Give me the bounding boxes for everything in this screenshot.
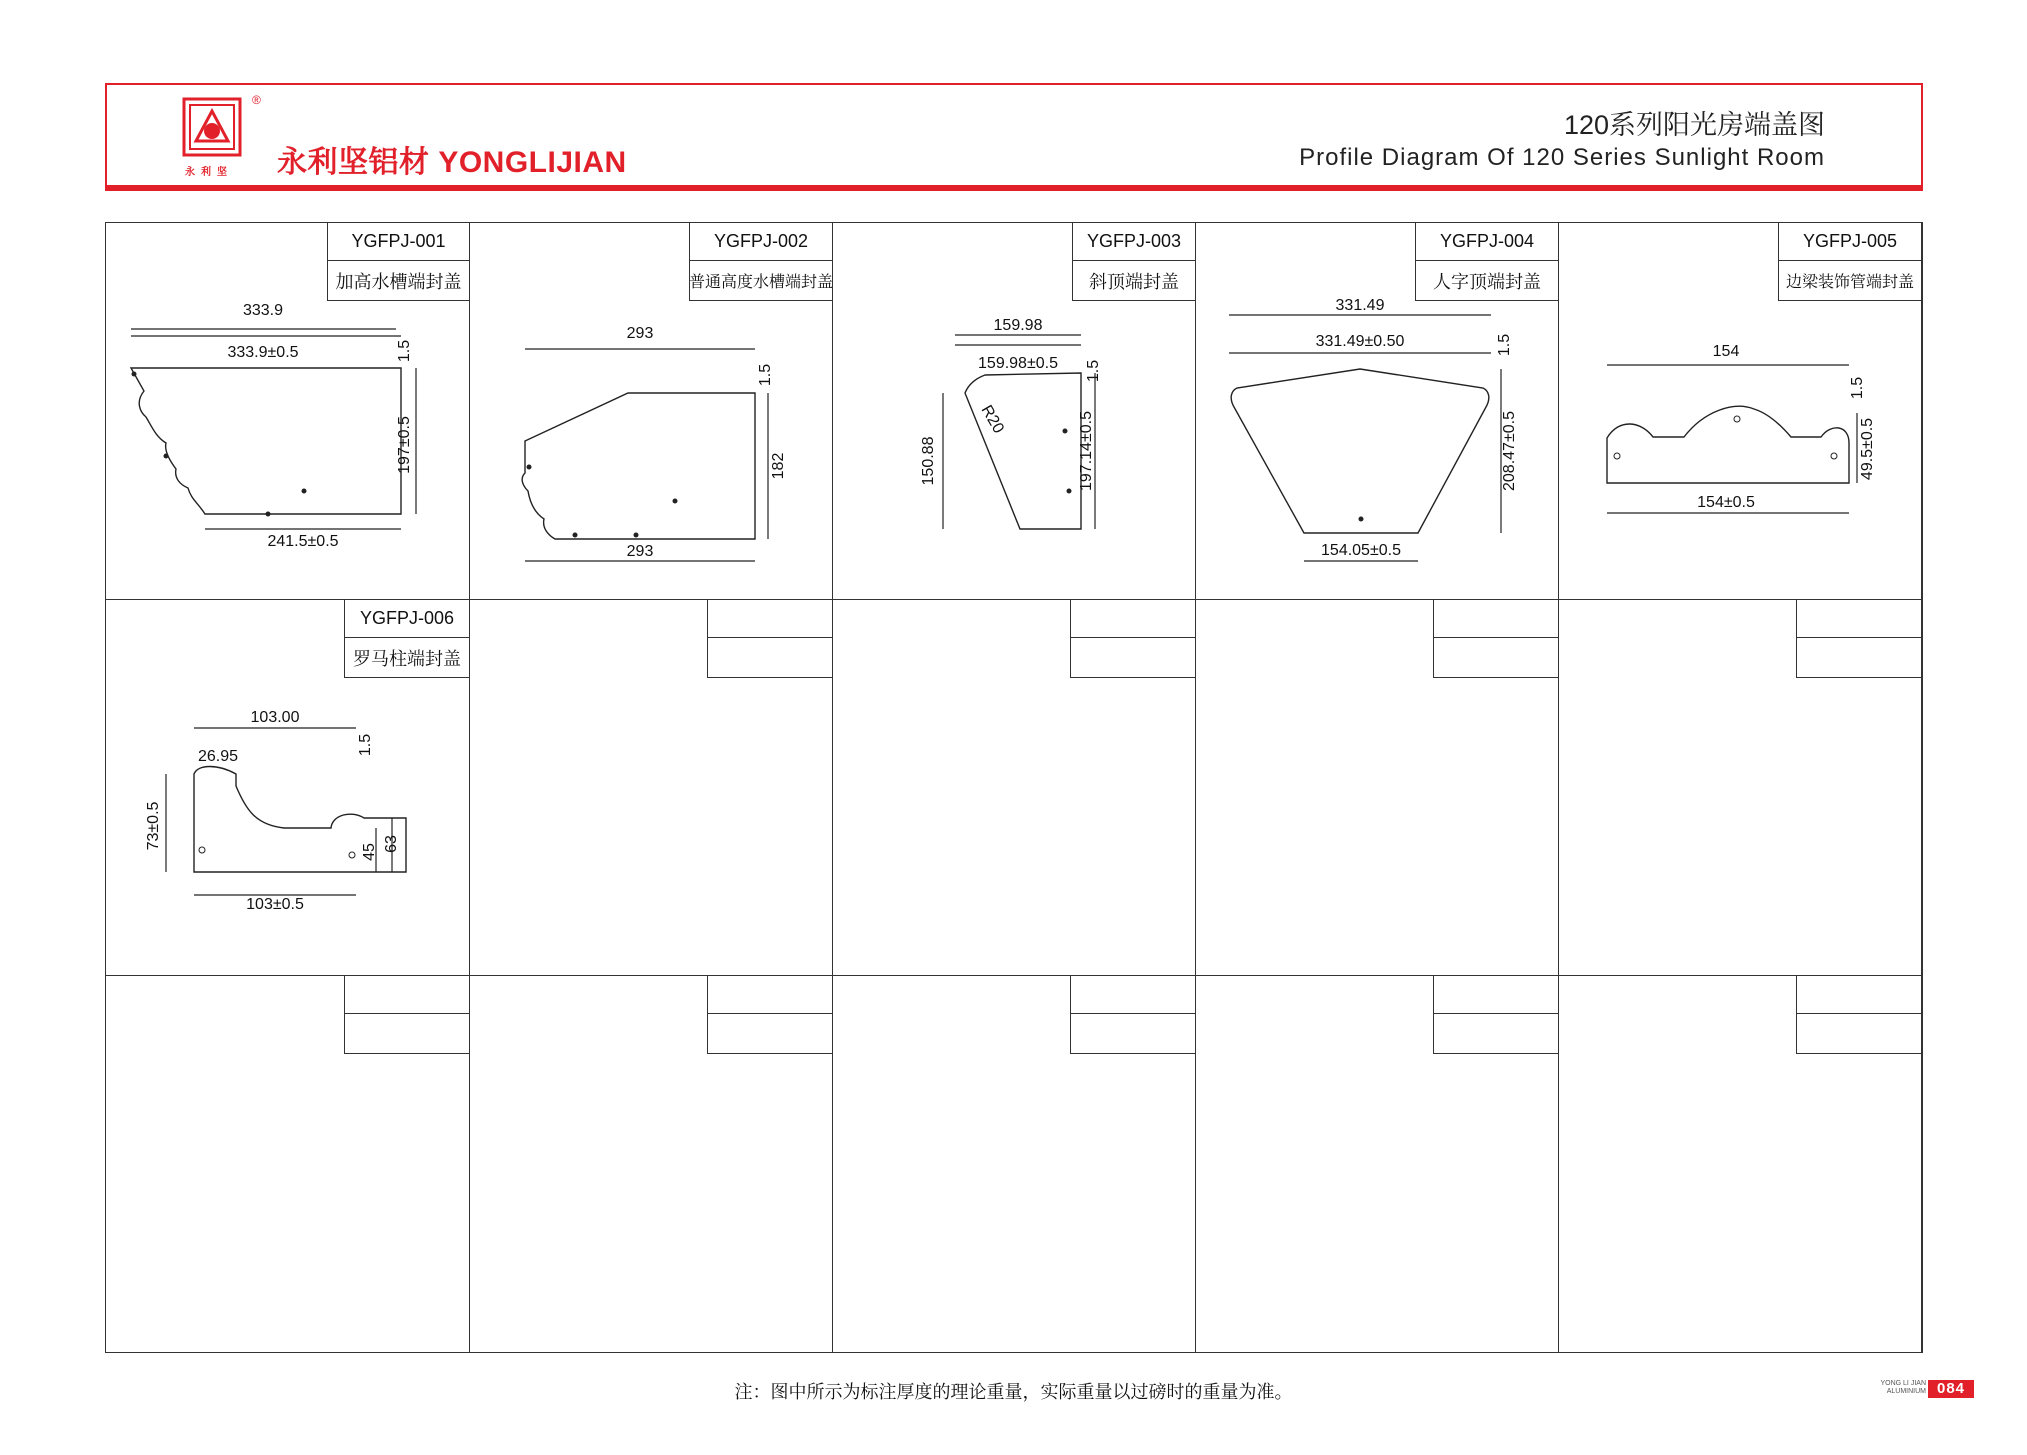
empty-cell bbox=[1196, 976, 1559, 1352]
dim-label: 150.88 bbox=[920, 436, 937, 486]
profile-label-004 bbox=[1415, 223, 1558, 301]
dim-label: 333.9±0.5 bbox=[227, 344, 299, 361]
empty-cell bbox=[833, 976, 1196, 1352]
empty-cell bbox=[1196, 600, 1559, 976]
dim-label: 49.5±0.5 bbox=[1859, 417, 1876, 481]
profile-name: 罗马柱端封盖 bbox=[345, 638, 469, 678]
header-rule bbox=[105, 186, 1923, 191]
dim-label: 331.49 bbox=[1335, 297, 1385, 314]
dim-label: 63 bbox=[383, 835, 400, 853]
empty-cell bbox=[106, 976, 470, 1352]
dim-label: 241.5±0.5 bbox=[267, 533, 339, 550]
empty-label-box bbox=[1070, 600, 1195, 678]
dim-label: 1.5 bbox=[1085, 359, 1102, 383]
profile-label-003 bbox=[1072, 223, 1195, 301]
brand-name: 永利坚铝材 YONGLIJIAN bbox=[277, 146, 627, 179]
profile-name: 加高水槽端封盖 bbox=[328, 261, 469, 301]
dim-label: 154.05±0.5 bbox=[1321, 542, 1401, 559]
dim-label: R20 bbox=[977, 402, 1007, 437]
badge-brand: YONG LI JIAN ALUMINIUM bbox=[1880, 1380, 1926, 1395]
dim-label: 1.5 bbox=[357, 733, 374, 757]
dim-label: 154 bbox=[1712, 343, 1740, 360]
dim-label: 333.9 bbox=[242, 302, 284, 319]
profile-code: YGFPJ-006 bbox=[345, 600, 469, 638]
profile-code: YGFPJ-004 bbox=[1416, 223, 1558, 261]
page-number: 084 bbox=[1928, 1380, 1974, 1398]
dim-label: 208.47±0.5 bbox=[1501, 411, 1518, 491]
page-header bbox=[105, 83, 1923, 187]
empty-label-box bbox=[344, 976, 469, 1054]
page-title-cn: 120系列阳光房端盖图 bbox=[1563, 110, 1825, 140]
empty-label-box bbox=[1433, 600, 1558, 678]
dim-label: 26.95 bbox=[197, 748, 239, 765]
dim-label: 182 bbox=[770, 452, 787, 480]
profile-cell-004 bbox=[1196, 223, 1559, 600]
dim-label: 45 bbox=[361, 843, 378, 861]
profile-cell-006 bbox=[106, 600, 470, 976]
dim-label: 103.00 bbox=[250, 709, 300, 726]
empty-label-box bbox=[1796, 976, 1921, 1054]
empty-label-box bbox=[707, 600, 832, 678]
dim-label: 1.5 bbox=[396, 339, 413, 363]
dim-label: 331.49±0.50 bbox=[1315, 333, 1405, 350]
profile-cell-003 bbox=[833, 223, 1196, 600]
dim-label: 1.5 bbox=[1849, 376, 1866, 400]
dim-label: 293 bbox=[626, 543, 654, 560]
profile-code: YGFPJ-005 bbox=[1779, 223, 1921, 261]
dim-label: 103±0.5 bbox=[246, 896, 304, 913]
footnote: 注：图中所示为标注厚度的理论重量，实际重量以过磅时的重量为准。 bbox=[734, 1382, 1293, 1402]
profile-cell-005 bbox=[1559, 223, 1922, 600]
empty-label-box bbox=[1796, 600, 1921, 678]
empty-label-box bbox=[1433, 976, 1558, 1054]
page-title-en: Profile Diagram Of 120 Series Sunlight Room bbox=[1299, 144, 1825, 171]
dim-label: 293 bbox=[626, 325, 654, 342]
dim-label: 159.98 bbox=[993, 317, 1043, 334]
dim-label: 197±0.5 bbox=[396, 416, 413, 474]
profile-label-001 bbox=[327, 223, 469, 301]
profile-grid bbox=[105, 222, 1923, 1353]
empty-cell bbox=[470, 600, 833, 976]
dim-label: 1.5 bbox=[1496, 333, 1513, 357]
brand-logo-icon bbox=[182, 97, 242, 157]
profile-cell-002 bbox=[470, 223, 833, 600]
empty-label-box bbox=[1070, 976, 1195, 1054]
dim-label: 1.5 bbox=[757, 363, 774, 387]
profile-code: YGFPJ-002 bbox=[690, 223, 832, 261]
profile-name: 普通高度水槽端封盖 bbox=[690, 261, 832, 301]
profile-code: YGFPJ-003 bbox=[1073, 223, 1195, 261]
profile-cell-001 bbox=[106, 223, 470, 600]
empty-cell bbox=[1559, 600, 1922, 976]
empty-cell bbox=[833, 600, 1196, 976]
profile-label-002 bbox=[689, 223, 832, 301]
registered-mark: ® bbox=[252, 93, 261, 107]
profile-label-006 bbox=[344, 600, 469, 678]
dim-label: 154±0.5 bbox=[1697, 494, 1755, 511]
empty-cell bbox=[470, 976, 833, 1352]
dim-label: 197.14±0.5 bbox=[1078, 411, 1095, 491]
page-badge bbox=[1870, 1380, 1974, 1398]
profile-code: YGFPJ-001 bbox=[328, 223, 469, 261]
empty-cell bbox=[1559, 976, 1922, 1352]
dim-label: 159.98±0.5 bbox=[978, 355, 1058, 372]
dim-label: 73±0.5 bbox=[145, 801, 162, 851]
logo-subtext: 永利坚 bbox=[185, 167, 233, 178]
profile-name: 斜顶端封盖 bbox=[1073, 261, 1195, 301]
profile-name: 人字顶端封盖 bbox=[1416, 261, 1558, 301]
empty-label-box bbox=[707, 976, 832, 1054]
profile-name: 边梁装饰管端封盖 bbox=[1779, 261, 1921, 301]
profile-label-005 bbox=[1778, 223, 1921, 301]
